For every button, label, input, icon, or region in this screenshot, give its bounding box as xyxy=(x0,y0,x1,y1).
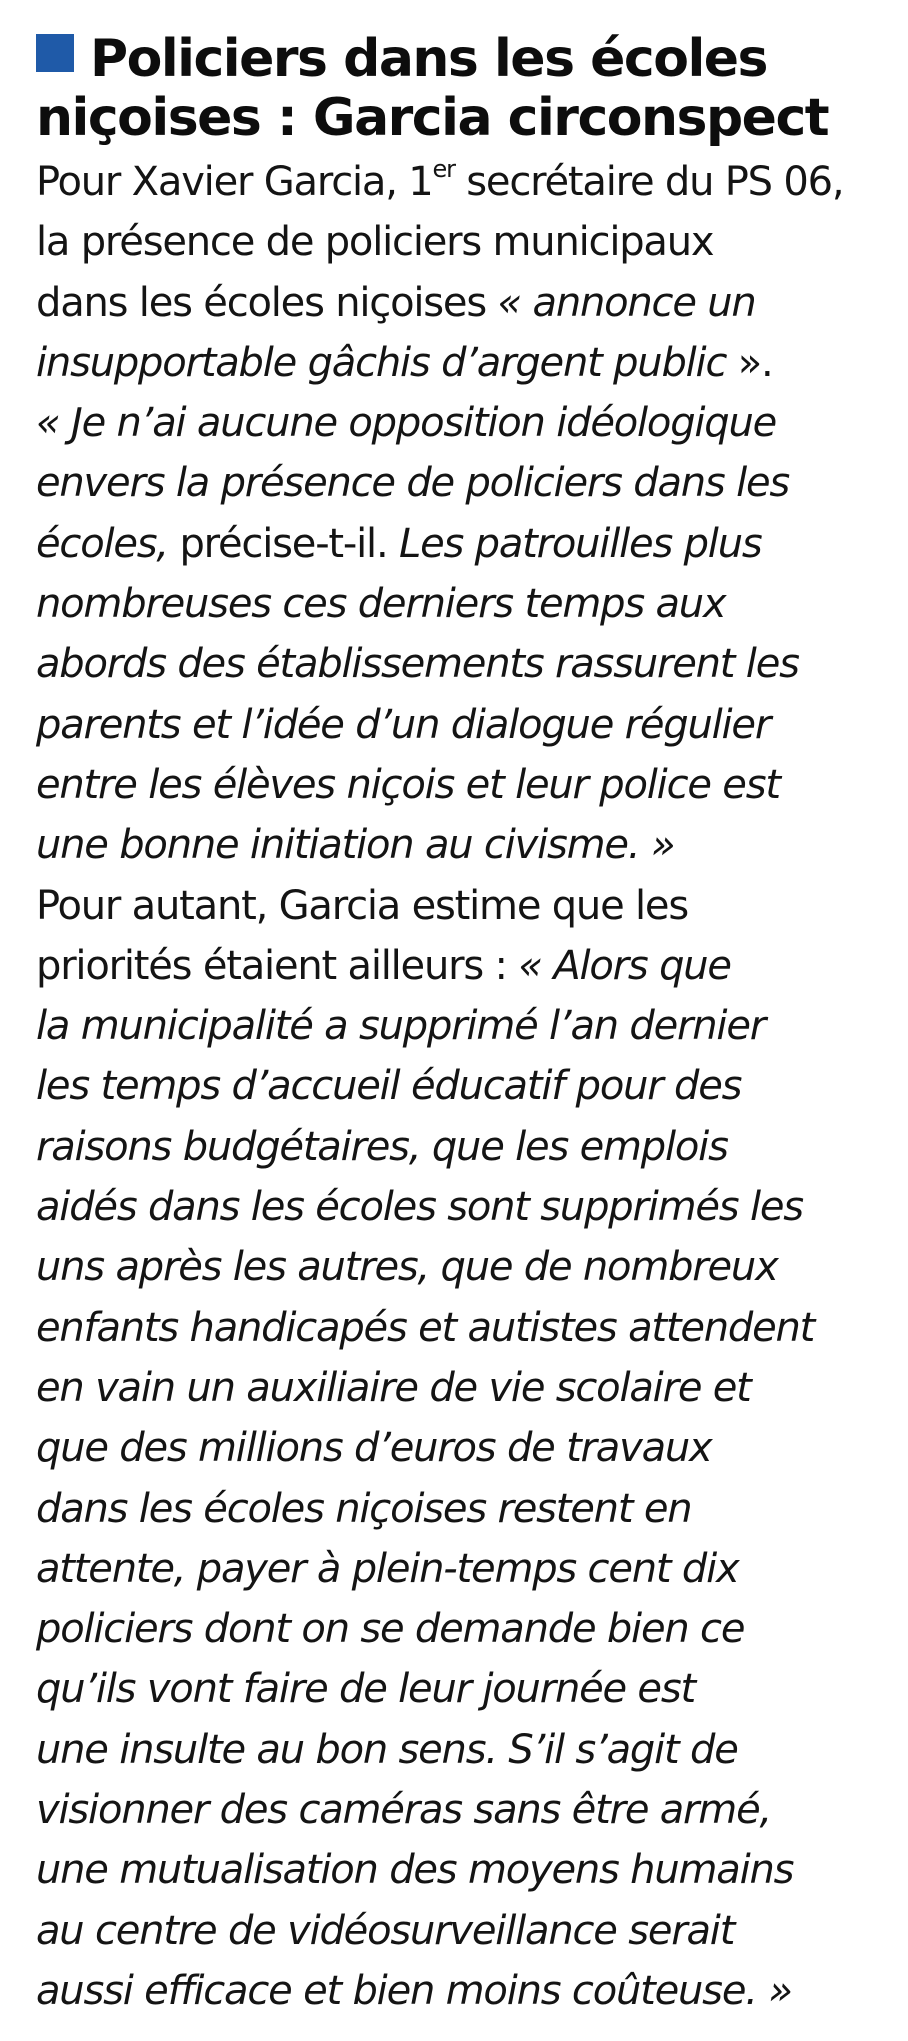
headline-line-1: Policiers dans les écoles xyxy=(90,29,767,89)
article xyxy=(36,30,888,2021)
body-line xyxy=(36,152,888,212)
quote-segment: écoles, xyxy=(36,520,180,567)
quote-segment: insupportable gâchis d’argent public xyxy=(36,339,738,386)
body-text-segment: Pour Xavier Garcia, 1 xyxy=(36,159,433,205)
quote-line: aussi efficace et bien moins coûteuse. » xyxy=(36,1967,792,2014)
quote-line: « Je n’ai aucune opposition idéologique xyxy=(36,400,777,447)
quote-line: nombreuses ces derniers temps aux xyxy=(36,581,726,628)
quote-line: uns après les autres, que de nombreux xyxy=(36,1244,778,1291)
quote-line: enfants handicapés et autistes attendent xyxy=(36,1304,815,1351)
quote-segment: « Alors que xyxy=(518,942,731,989)
quote-line: parents et l’idée d’un dialogue régulier xyxy=(36,701,771,748)
quote-line: au centre de vidéosurveillance serait xyxy=(36,1907,735,1954)
body-text-segment: priorités étaient ailleurs : xyxy=(36,942,519,989)
body-text-segment: dans les écoles niçoises xyxy=(36,279,498,326)
quote-line: une mutualisation des moyens humains xyxy=(36,1847,794,1894)
quote-line: une bonne initiation au civisme. » xyxy=(36,822,675,869)
body-line: la présence de policiers municipaux xyxy=(36,219,714,266)
body-text-segment: précise-t-il. xyxy=(179,520,399,567)
body-line xyxy=(36,514,888,574)
quote-line: attente, payer à plein-temps cent dix xyxy=(36,1545,739,1592)
quote-line: dans les écoles niçoises restent en xyxy=(36,1485,692,1532)
quote-line: en vain un auxiliaire de vie scolaire et xyxy=(36,1364,751,1411)
quote-line: entre les élèves niçois et leur police est xyxy=(36,761,780,808)
quote-segment: « annonce un xyxy=(497,279,756,326)
quote-line: une insulte au bon sens. S’il s’agit de xyxy=(36,1726,738,1773)
quote-line: qu’ils vont faire de leur journée est xyxy=(36,1666,695,1713)
ordinal-superscript: er xyxy=(432,155,455,183)
body-text-segment: ». xyxy=(737,339,773,386)
quote-line: raisons budgétaires, que les emplois xyxy=(36,1123,728,1170)
quote-line: visionner des caméras sans être armé, xyxy=(36,1787,771,1834)
body-line xyxy=(36,333,888,393)
body-line xyxy=(36,936,888,996)
quote-line: la municipalité a supprimé l’an dernier xyxy=(36,1003,765,1050)
quote-line: les temps d’accueil éducatif pour des xyxy=(36,1063,742,1110)
quote-line: que des millions d’euros de travaux xyxy=(36,1425,712,1472)
quote-line: envers la présence de policiers dans les xyxy=(36,460,790,507)
quote-line: policiers dont on se demande bien ce xyxy=(36,1606,745,1653)
blue-square-icon xyxy=(36,34,74,72)
quote-line: aidés dans les écoles sont supprimés les xyxy=(36,1184,803,1231)
body-text-segment: secrétaire du PS 06, xyxy=(454,159,844,205)
body-line: Pour autant, Garcia estime que les xyxy=(36,882,688,929)
headline-line-2: niçoises : Garcia circonspect xyxy=(36,88,829,148)
quote-segment: Les patrouilles plus xyxy=(399,520,762,567)
quote-line: abords des établissements rassurent les xyxy=(36,641,799,688)
article-body xyxy=(36,152,888,2021)
body-line xyxy=(36,273,888,333)
headline xyxy=(36,30,888,148)
